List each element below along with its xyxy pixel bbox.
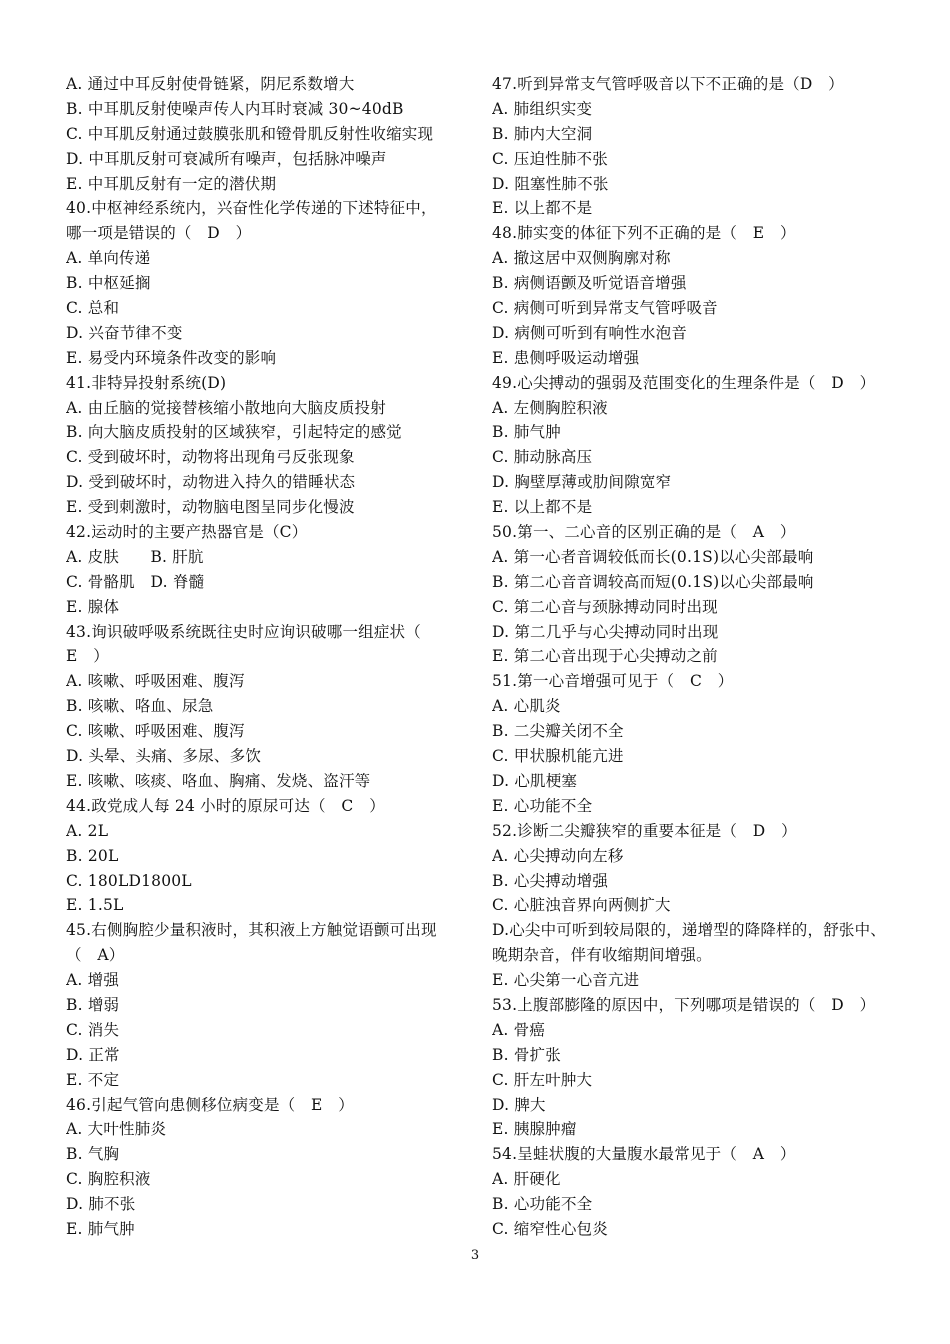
text-line: A. 咳嗽、呼吸困难、腹泻 xyxy=(66,672,245,691)
right-column xyxy=(492,72,902,1242)
left-column xyxy=(66,72,466,1242)
text-line: C. 甲状腺机能亢进 xyxy=(492,747,624,766)
text-line: 54.呈蛙状腹的大量腹水最常见于（ A ） xyxy=(492,1145,796,1164)
text-line: 哪一项是错误的（ D ） xyxy=(66,224,252,243)
text-line: 46.引起气管向患侧移位病变是（ E ） xyxy=(66,1095,354,1114)
text-line: D. 正常 xyxy=(66,1045,120,1064)
text-line: B. 肺内大空洞 xyxy=(492,124,593,143)
text-line: B. 二尖瓣关闭不全 xyxy=(492,722,624,741)
text-line: C. 胸腔积液 xyxy=(66,1170,151,1189)
text-line: E ） xyxy=(66,647,109,666)
text-line: A. 单向传递 xyxy=(66,249,151,268)
text-line: B. 肺气肿 xyxy=(492,423,561,442)
text-line: 43.询识破呼吸系统既往史时应询识破哪一组症状（ xyxy=(66,622,421,641)
text-line: E. 以上都不是 xyxy=(492,498,593,517)
text-line: D. 胸壁厚薄或肋间隙宽窄 xyxy=(492,473,672,492)
text-line: C. 病侧可听到异常支气管呼吸音 xyxy=(492,299,718,318)
text-line: D. 受到破坏时，动物进入持久的错睡状态 xyxy=(66,473,356,492)
text-line: A. 骨癌 xyxy=(492,1020,546,1039)
text-line: C. 心脏浊音界向两侧扩大 xyxy=(492,896,671,915)
text-line: D. 肺不张 xyxy=(66,1195,136,1214)
text-line: A. 2L xyxy=(66,821,109,840)
text-line: E. 受到刺激时，动物脑电图呈同步化慢波 xyxy=(66,498,355,517)
text-line: D. 脾大 xyxy=(492,1095,546,1114)
text-line: 52.诊断二尖瓣狭窄的重要本征是（ D ） xyxy=(492,821,797,840)
text-line: 42.运动时的主要产热器官是（C） xyxy=(66,523,308,542)
text-line: A. 通过中耳反射使骨链紧，阴尼系数增大 xyxy=(66,75,355,93)
text-line: E. 胰腺肿瘤 xyxy=(492,1120,577,1139)
text-line: C. 骨骼肌 D. 脊髓 xyxy=(66,572,205,591)
text-line: E. 1.5L xyxy=(66,896,124,915)
text-line: （ A） xyxy=(66,946,125,965)
text-line: C. 缩窄性心包炎 xyxy=(492,1219,608,1238)
text-line: D. 心肌梗塞 xyxy=(492,771,578,790)
text-line: E. 第二心音出现于心尖搏动之前 xyxy=(492,647,718,666)
text-line: 41.非特异投射系统(D) xyxy=(66,373,227,392)
page-number: 3 xyxy=(470,1248,480,1263)
text-line: E. 心尖第一心音亢进 xyxy=(492,971,640,990)
text-line: 51.第一心音增强可见于（ C ） xyxy=(492,672,734,691)
text-line: E. 易受内环境条件改变的影响 xyxy=(66,348,277,367)
text-line: 49.心尖搏动的强弱及范围变化的生理条件是（ D ） xyxy=(492,373,876,392)
text-line: D. 中耳肌反射可衰减所有噪声，包括脉冲噪声 xyxy=(66,149,387,168)
text-line: B. 咳嗽、咯血、尿急 xyxy=(66,697,214,716)
text-line: E. 肺气肿 xyxy=(66,1219,135,1238)
text-line: E. 患侧呼吸运动增强 xyxy=(492,348,640,367)
text-line: B. 病侧语颤及听觉语音增强 xyxy=(492,274,687,293)
text-line: C. 消失 xyxy=(66,1020,120,1039)
text-line: B. 中枢延搁 xyxy=(66,274,151,293)
text-line: A. 肺组织实变 xyxy=(492,99,593,118)
text-line: A. 大叶性肺炎 xyxy=(66,1120,167,1139)
text-line: B. 20L xyxy=(66,846,119,865)
text-line: D. 第二几乎与心尖搏动同时出现 xyxy=(492,622,719,641)
text-line: C. 咳嗽、呼吸困难、腹泻 xyxy=(66,722,245,741)
text-line: A. 由丘脑的觉接替核缩小散地向大脑皮质投射 xyxy=(66,398,386,417)
text-line: B. 骨扩张 xyxy=(492,1045,561,1064)
text-line: D. 阻塞性肺不张 xyxy=(492,174,609,193)
text-line: 47.听到异常支气管呼吸音以下不正确的是（D ） xyxy=(492,75,844,93)
text-line: C. 肝左叶肿大 xyxy=(492,1070,593,1089)
text-line: A. 左侧胸腔积液 xyxy=(492,398,608,417)
text-line: B. 第二心音音调较高而短(0.1S)以心尖部最响 xyxy=(492,572,814,591)
text-line: C. 总和 xyxy=(66,299,120,318)
text-line: D.心尖中可听到较局限的，递增型的降降样的，舒张中、 xyxy=(492,921,887,940)
text-line: E. 中耳肌反射有一定的潜伏期 xyxy=(66,174,277,193)
text-line: C. 第二心音与颈脉搏动同时出现 xyxy=(492,597,718,616)
text-line: A. 皮肤 B. 肝肮 xyxy=(66,547,204,566)
text-line: C. 中耳肌反射通过鼓膜张肌和镫骨肌反射性收缩实现 xyxy=(66,124,434,143)
text-line: B. 增弱 xyxy=(66,995,120,1014)
text-line: B. 气胸 xyxy=(66,1145,120,1164)
text-line: C. 受到破坏时，动物将出现角弓反张现象 xyxy=(66,448,355,467)
text-line: B. 中耳肌反射使噪声传人内耳时衰减 30~40dB xyxy=(66,99,404,118)
text-line: C. 180LD1800L xyxy=(66,871,192,890)
text-line: C. 肺动脉高压 xyxy=(492,448,593,467)
text-line: A. 心肌炎 xyxy=(492,697,561,716)
text-line: C. 压迫性肺不张 xyxy=(492,149,608,168)
text-line: D. 兴奋节律不变 xyxy=(66,323,183,342)
text-line: A. 心尖搏动向左移 xyxy=(492,846,624,865)
text-line: 45.右侧胸腔少量积液时，其积液上方触觉语颤可出现 xyxy=(66,921,437,940)
text-line: 44.政党成人每 24 小时的原尿可达（ C ） xyxy=(66,796,385,815)
text-line: A. 增强 xyxy=(66,971,120,990)
text-line: A. 撤这居中双侧胸廓对称 xyxy=(492,249,671,268)
text-line: 53.上腹部膨隆的原因中，下列哪项是错误的（ D ） xyxy=(492,995,876,1014)
text-line: 40.中枢神经系统内，兴奋性化学传递的下述特征中， xyxy=(66,199,437,218)
text-line: E. 咳嗽、咳痰、咯血、胸痛、发烧、盗汗等 xyxy=(66,771,371,790)
text-line: D. 病侧可听到有响性水泡音 xyxy=(492,323,688,342)
text-line: E. 腺体 xyxy=(66,597,120,616)
text-line: E. 不定 xyxy=(66,1070,120,1089)
text-line: 50.第一、二心音的区别正确的是（ A ） xyxy=(492,523,796,542)
text-line: D. 头晕、头痛、多尿、多饮 xyxy=(66,747,262,766)
text-line: A. 第一心者音调较低而长(0.1S)以心尖部最响 xyxy=(492,547,814,566)
text-line: B. 心尖搏动增强 xyxy=(492,871,609,890)
text-line: A. 肝硬化 xyxy=(492,1170,561,1189)
text-line: 48.肺实变的体征下列不正确的是（ E ） xyxy=(492,224,796,243)
text-line: B. 心功能不全 xyxy=(492,1195,593,1214)
text-line: B. 向大脑皮质投射的区域狭窄，引起特定的感觉 xyxy=(66,423,402,442)
text-line: E. 以上都不是 xyxy=(492,199,593,218)
text-line: E. 心功能不全 xyxy=(492,796,593,815)
text-line: 晚期杂音，伴有收缩期间增强。 xyxy=(492,946,712,965)
